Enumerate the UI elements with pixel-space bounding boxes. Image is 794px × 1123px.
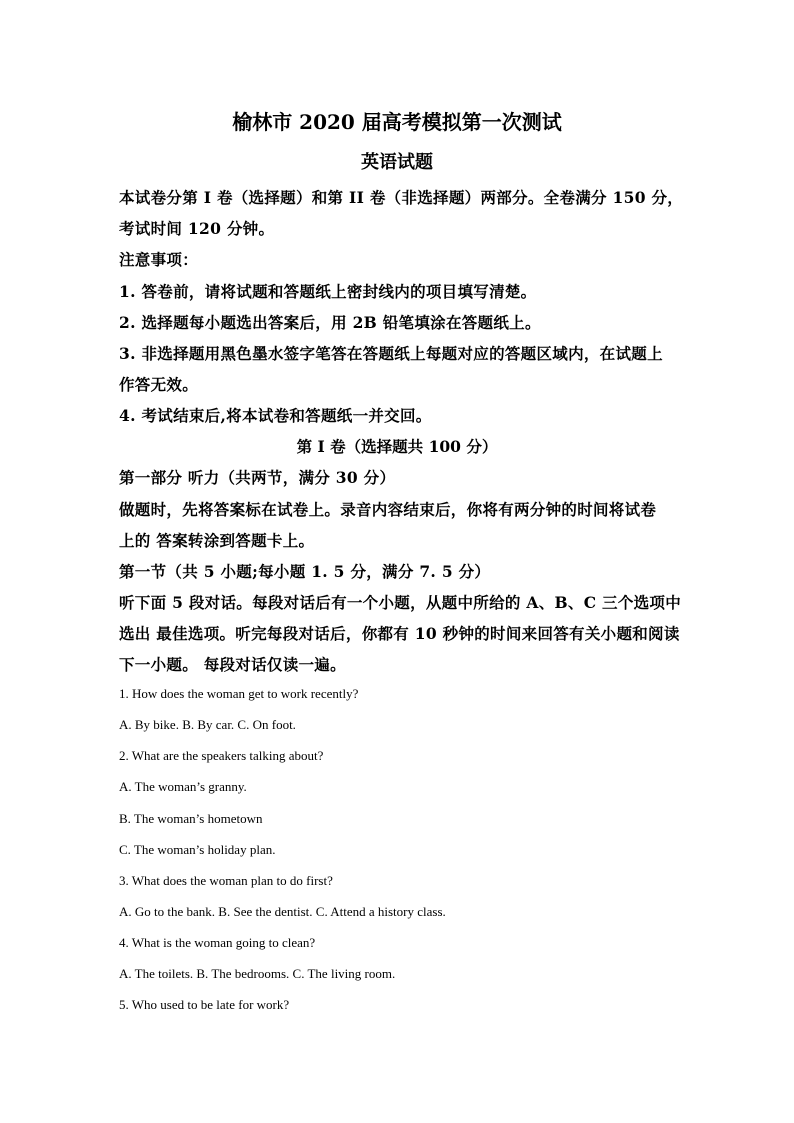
notes-item: 4. 考试结束后,将本试卷和答题纸一并交回。 — [119, 406, 432, 425]
question-4: 4. What is the woman going to clean? — [119, 935, 316, 950]
subsection-instruction: 选出 最佳选项。听完每段对话后，你都有 10 秒钟的时间来回答有关小题和阅读 — [119, 624, 680, 643]
subsection-heading: 第一节（共 5 小题;每小题 1. 5 分，满分 7. 5 分） — [119, 562, 491, 581]
question-4-options: A. The toilets. B. The bedrooms. C. The living room. — [119, 966, 396, 981]
notes-item-continued: 作答无效。 — [119, 375, 199, 394]
question-3: 3. What does the woman plan to do first? — [119, 873, 333, 888]
section-title: 第 I 卷（选择题共 100 分） — [296, 437, 498, 456]
exam-title: 榆林市 2020 届高考模拟第一次测试 — [232, 110, 562, 134]
question-2-option-a: A. The woman’s granny. — [119, 779, 247, 794]
question-1: 1. How does the woman get to work recently? — [119, 686, 359, 701]
notes-item: 2. 选择题每小题选出答案后，用 2B 铅笔填涂在答题纸上。 — [119, 313, 541, 332]
subsection-instruction: 下一小题。 每段对话仅读一遍。 — [119, 655, 346, 674]
part-instruction: 上的 答案转涂到答题卡上。 — [119, 531, 315, 550]
question-1-options: A. By bike. B. By car. C. On foot. — [119, 717, 296, 732]
question-2: 2. What are the speakers talking about? — [119, 748, 324, 763]
notes-item: 1. 答卷前，请将试题和答题纸上密封线内的项目填写清楚。 — [119, 282, 537, 301]
intro-line: 本试卷分第 I 卷（选择题）和第 II 卷（非选择题）两部分。全卷满分 150 分， — [119, 188, 684, 207]
exam-subtitle: 英语试题 — [361, 152, 433, 173]
question-5: 5. Who used to be late for work? — [119, 997, 290, 1012]
intro-line: 考试时间 120 分钟。 — [119, 219, 275, 238]
subsection-instruction: 听下面 5 段对话。每段对话后有一个小题，从题中所给的 A、B、C 三个选项中 — [119, 593, 682, 612]
notes-heading: 注意事项： — [119, 250, 199, 269]
notes-item: 3. 非选择题用黑色墨水签字笔答在答题纸上每题对应的答题区域内，在试题上 — [119, 344, 663, 363]
part-instruction: 做题时，先将答案标在试卷上。录音内容结束后，你将有两分钟的时间将试卷 — [119, 500, 657, 519]
question-3-options: A. Go to the bank. B. See the dentist. C. Attend a history class. — [119, 904, 446, 919]
question-2-option-c: C. The woman’s holiday plan. — [119, 842, 276, 857]
part-heading: 第一部分 听力（共两节，满分 30 分） — [119, 468, 396, 487]
question-2-option-b: B. The woman’s hometown — [119, 811, 263, 826]
